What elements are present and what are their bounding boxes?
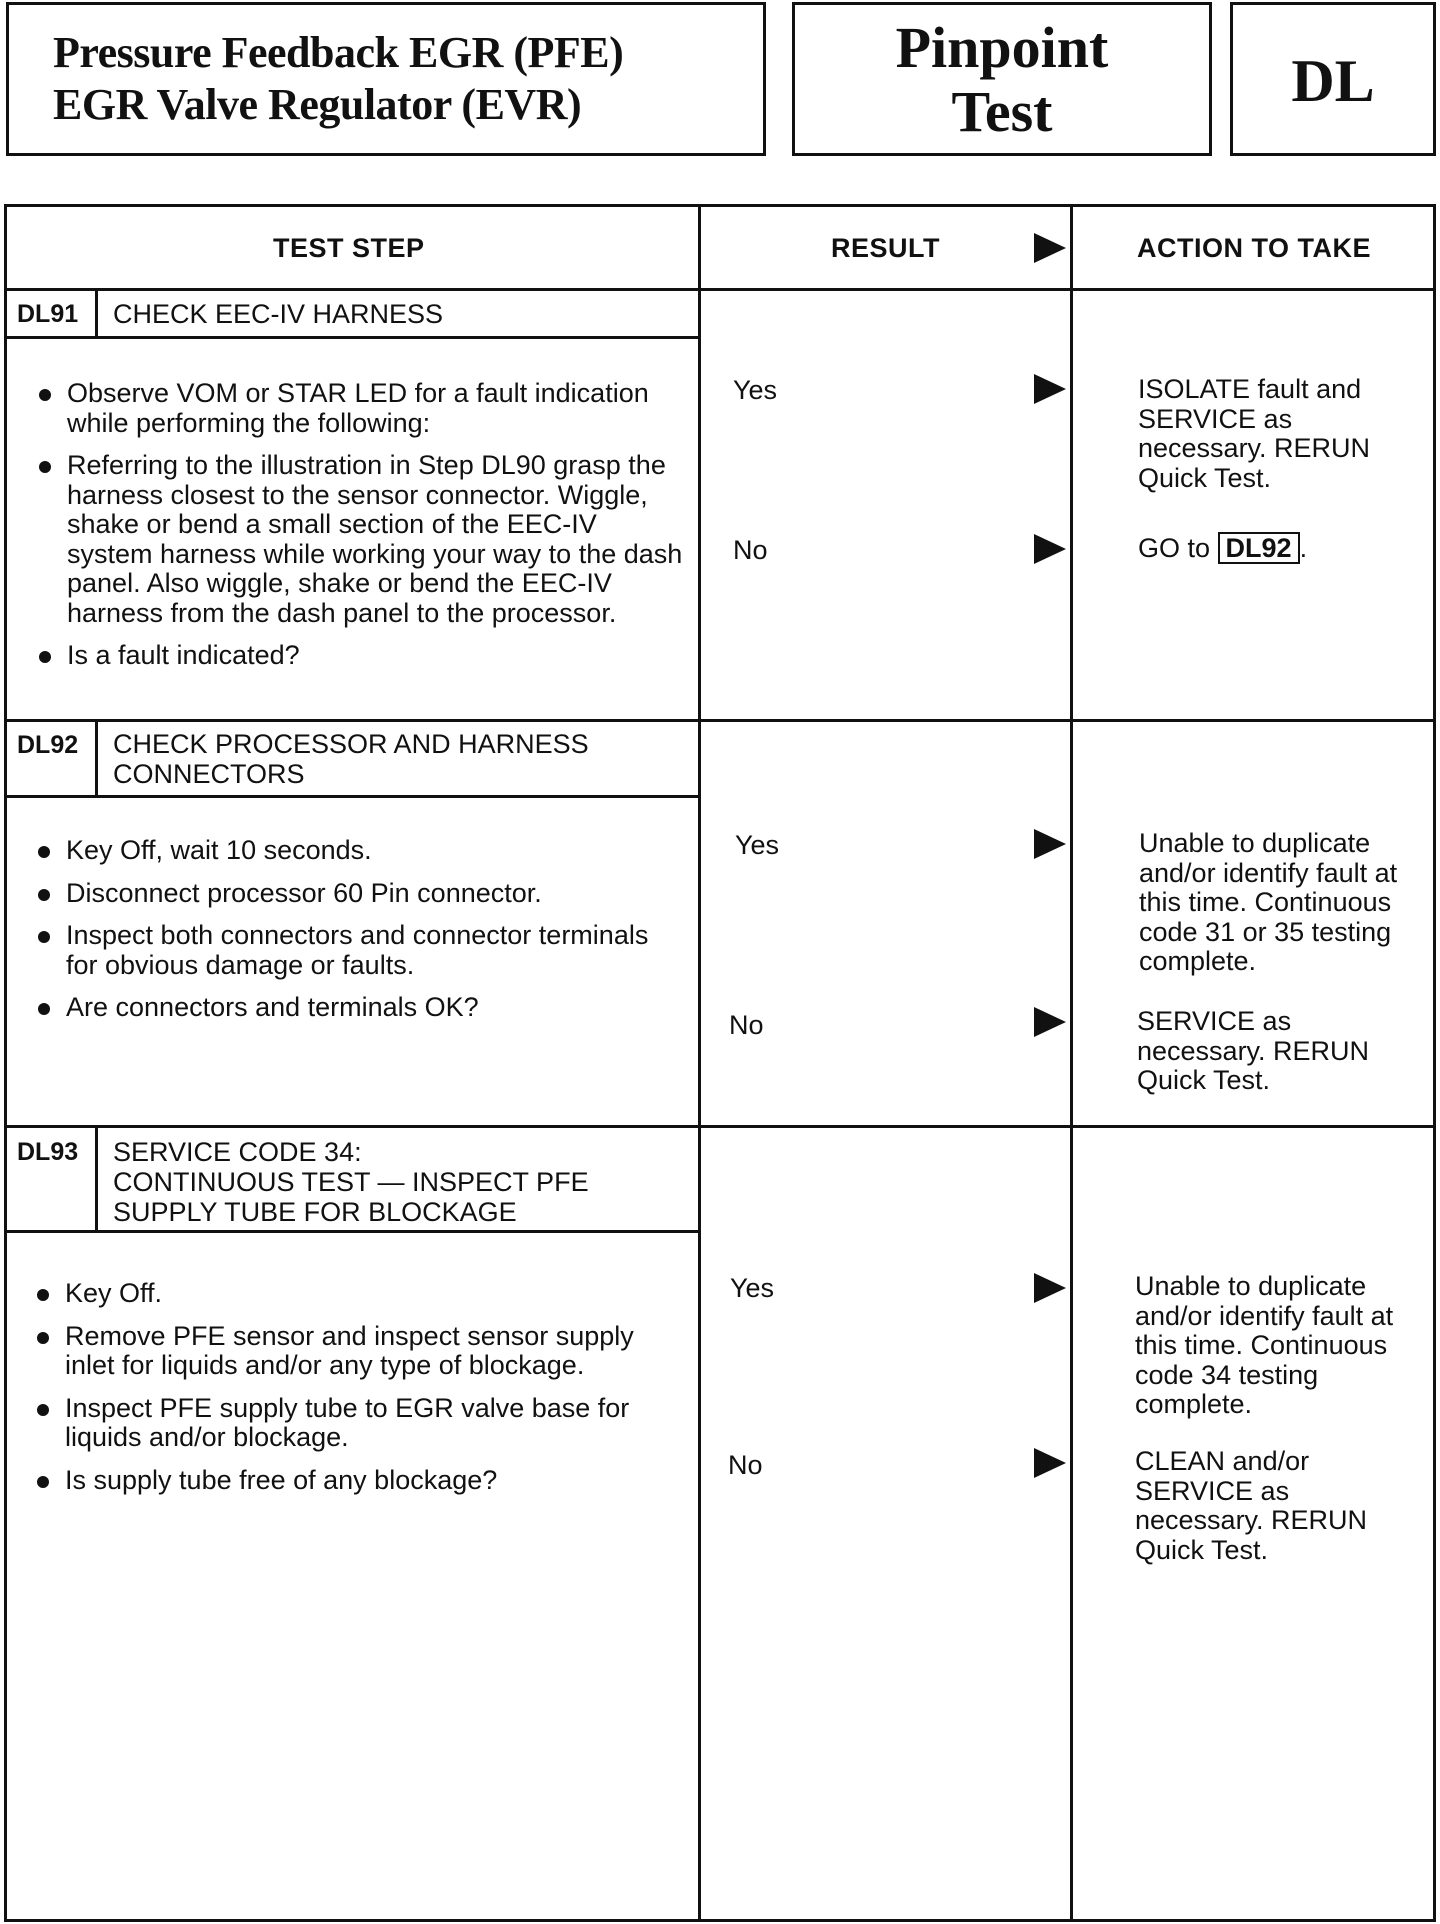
- result-arrow-icon: [1034, 1007, 1066, 1037]
- step-divider: [7, 1125, 1433, 1128]
- step-id: DL91: [17, 300, 79, 328]
- step-instructions: [35, 1279, 687, 1508]
- column-header-test-step: TEST STEP: [273, 233, 425, 263]
- step-title: CHECK EEC-IV HARNESS: [113, 299, 444, 329]
- step-instructions: [36, 836, 686, 1036]
- result-arrow-icon: [1034, 1273, 1066, 1303]
- column-header-result: RESULT: [831, 233, 940, 263]
- step-title-divider: [7, 336, 698, 339]
- test-type-line1: Pinpoint: [895, 15, 1109, 80]
- instruction-item: Is supply tube free of any blockage?: [35, 1466, 687, 1496]
- column-divider-result: [698, 207, 701, 1919]
- step-title: SERVICE CODE 34: CONTINUOUS TEST — INSPECT PFE SUPPLY TUBE FOR BLOCKAGE: [113, 1137, 589, 1227]
- instruction-item: Remove PFE sensor and inspect sensor supply inlet for liquids and/or any type of blockage.: [35, 1322, 687, 1381]
- instruction-item: Observe VOM or STAR LED for a fault indication while performing the following:: [37, 379, 687, 438]
- test-type-line2: Test: [951, 79, 1053, 144]
- action-no: SERVICE as necessary. RERUN Quick Test.: [1137, 1006, 1370, 1095]
- procedure-title-line1: Pressure Feedback EGR (PFE): [53, 28, 624, 77]
- action-yes: Unable to duplicate and/or identify fault at this time. Continuous code 34 testing complete.: [1135, 1271, 1394, 1419]
- action-yes: Unable to duplicate and/or identify fault at this time. Continuous code 31 or 35 testing complete.: [1139, 828, 1398, 976]
- step-id: DL93: [17, 1138, 79, 1166]
- test-type-box: [792, 2, 1212, 156]
- step-id-divider: [95, 1128, 98, 1230]
- instruction-item: Is a fault indicated?: [37, 641, 687, 671]
- instruction-item: Key Off, wait 10 seconds.: [36, 836, 686, 866]
- instruction-item: Disconnect processor 60 Pin connector.: [36, 879, 686, 909]
- goto-step-ref[interactable]: DL92: [1218, 532, 1300, 564]
- step-divider: [7, 719, 1433, 722]
- instruction-item: Are connectors and terminals OK?: [36, 993, 686, 1023]
- result-no: No: [733, 535, 768, 565]
- procedure-title-line2: EGR Valve Regulator (EVR): [53, 80, 582, 129]
- result-arrow-icon: [1034, 374, 1066, 404]
- procedure-title-box: [6, 2, 766, 156]
- instruction-item: Inspect both connectors and connector terminals for obvious damage or faults.: [36, 921, 686, 980]
- instruction-item: Key Off.: [35, 1279, 687, 1309]
- result-yes: Yes: [730, 1273, 775, 1303]
- action-no: CLEAN and/or SERVICE as necessary. RERUN Quick Test.: [1135, 1446, 1368, 1565]
- result-no: No: [729, 1010, 764, 1040]
- step-title-divider: [7, 1230, 698, 1233]
- header-divider: [7, 288, 1433, 291]
- instruction-item: Inspect PFE supply tube to EGR valve base for liquids and/or blockage.: [35, 1394, 687, 1453]
- goto-prefix: GO to: [1138, 533, 1211, 563]
- column-header-action: ACTION TO TAKE: [1137, 233, 1371, 263]
- instruction-item: Referring to the illustration in Step DL90 grasp the harness closest to the sensor connector. Wiggle, shake or bend a small section of the EEC-IV system harness while working your way to the dash panel. Also wiggle, shake or bend the EEC-IV harness from the dash panel to the processor.: [37, 451, 687, 628]
- pinpoint-test-table: [4, 204, 1436, 1922]
- test-code-box: [1230, 2, 1436, 156]
- result-arrow-icon: [1034, 233, 1066, 263]
- step-title-divider: [7, 795, 698, 798]
- step-id-divider: [95, 722, 98, 795]
- step-title: CHECK PROCESSOR AND HARNESS CONNECTORS: [113, 729, 589, 789]
- step-id: DL92: [17, 731, 79, 759]
- action-no: [1138, 532, 1428, 564]
- result-no: No: [728, 1450, 763, 1480]
- result-yes: Yes: [735, 830, 780, 860]
- step-instructions: [37, 379, 687, 684]
- result-arrow-icon: [1034, 534, 1066, 564]
- result-yes: Yes: [733, 375, 778, 405]
- result-arrow-icon: [1034, 829, 1066, 859]
- goto-suffix: .: [1299, 533, 1308, 563]
- result-arrow-icon: [1034, 1448, 1066, 1478]
- column-divider-action: [1070, 207, 1073, 1919]
- action-yes: ISOLATE fault and SERVICE as necessary. RERUN Quick Test.: [1138, 374, 1371, 493]
- test-code: DL: [1291, 48, 1375, 114]
- step-id-divider: [95, 291, 98, 336]
